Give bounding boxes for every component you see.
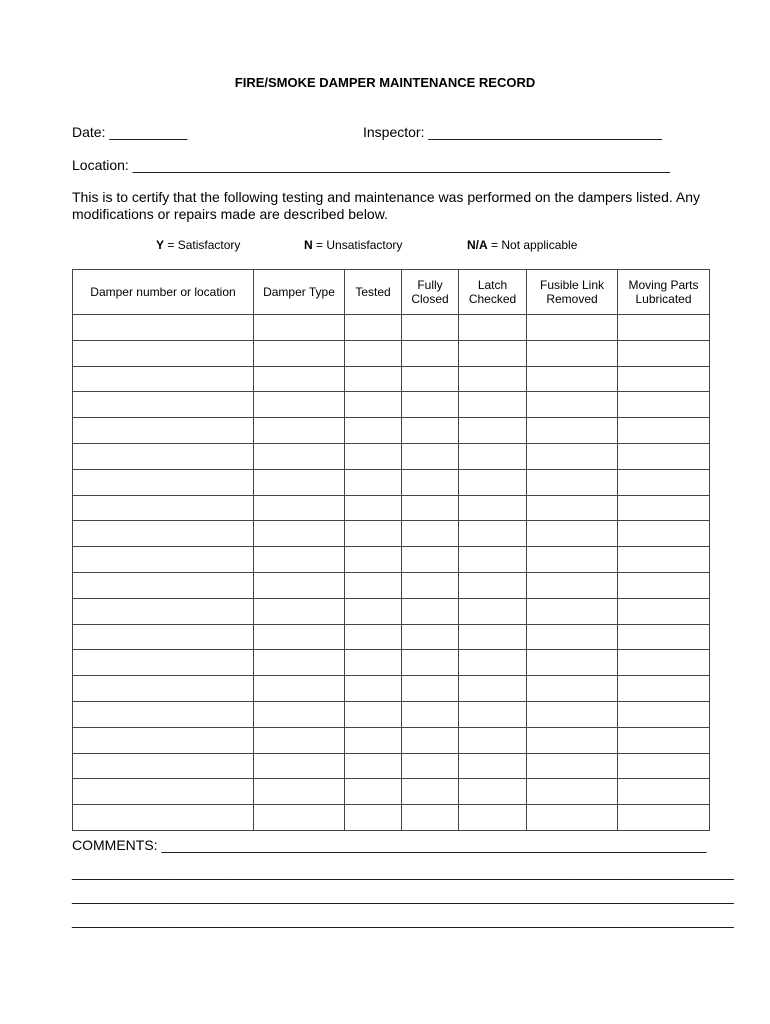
table-cell[interactable] bbox=[459, 572, 527, 598]
table-row bbox=[73, 727, 710, 753]
damper-record-table bbox=[72, 269, 710, 831]
table-cell[interactable] bbox=[618, 779, 710, 805]
comments-field[interactable]: COMMENTS: ______________________________________________________________________ bbox=[72, 837, 707, 853]
table-cell[interactable] bbox=[254, 469, 345, 495]
table-cell[interactable] bbox=[618, 315, 710, 341]
table-cell[interactable] bbox=[73, 366, 254, 392]
table-cell[interactable] bbox=[618, 443, 710, 469]
table-cell[interactable] bbox=[73, 676, 254, 702]
table-cell[interactable] bbox=[345, 443, 402, 469]
table-cell[interactable] bbox=[345, 701, 402, 727]
table-cell[interactable] bbox=[254, 727, 345, 753]
table-cell[interactable] bbox=[618, 521, 710, 547]
table-cell[interactable] bbox=[73, 340, 254, 366]
col-header-tested: Tested bbox=[345, 270, 402, 315]
table-cell[interactable] bbox=[402, 315, 459, 341]
table-cell[interactable] bbox=[73, 701, 254, 727]
table-cell[interactable] bbox=[402, 624, 459, 650]
table-cell[interactable] bbox=[459, 701, 527, 727]
table-cell[interactable] bbox=[345, 624, 402, 650]
table-cell[interactable] bbox=[345, 547, 402, 573]
table-cell[interactable] bbox=[254, 340, 345, 366]
legend-n-key: N bbox=[304, 238, 313, 252]
table-row bbox=[73, 753, 710, 779]
location-field[interactable]: Location: _____________________________________________________________________ bbox=[72, 157, 670, 173]
table-cell[interactable] bbox=[527, 805, 618, 831]
table-row bbox=[73, 701, 710, 727]
table-cell[interactable] bbox=[459, 495, 527, 521]
table-row bbox=[73, 676, 710, 702]
table-cell[interactable] bbox=[618, 418, 710, 444]
table-cell[interactable] bbox=[254, 392, 345, 418]
table-cell[interactable] bbox=[73, 469, 254, 495]
table-cell[interactable] bbox=[459, 624, 527, 650]
table-cell[interactable] bbox=[459, 650, 527, 676]
form-title: FIRE/SMOKE DAMPER MAINTENANCE RECORD bbox=[234, 75, 536, 90]
table-row bbox=[73, 340, 710, 366]
table-cell[interactable] bbox=[527, 418, 618, 444]
table-cell[interactable] bbox=[459, 779, 527, 805]
col-header-fully-closed: Fully Closed bbox=[402, 270, 459, 315]
table-cell[interactable] bbox=[527, 624, 618, 650]
table-cell[interactable] bbox=[527, 572, 618, 598]
col-header-moving-parts: Moving Parts Lubricated bbox=[618, 270, 710, 315]
table-cell[interactable] bbox=[345, 469, 402, 495]
table-cell[interactable] bbox=[618, 340, 710, 366]
table-row bbox=[73, 650, 710, 676]
table-row bbox=[73, 366, 710, 392]
table-cell[interactable] bbox=[254, 547, 345, 573]
table-cell[interactable] bbox=[254, 753, 345, 779]
col-header-damper-location: Damper number or location bbox=[73, 270, 254, 315]
table-cell[interactable] bbox=[73, 779, 254, 805]
table-cell[interactable] bbox=[402, 495, 459, 521]
date-field[interactable]: Date: __________ bbox=[72, 124, 188, 140]
table-row bbox=[73, 418, 710, 444]
table-cell[interactable] bbox=[402, 521, 459, 547]
table-cell[interactable] bbox=[527, 727, 618, 753]
table-cell[interactable] bbox=[402, 547, 459, 573]
table-cell[interactable] bbox=[527, 547, 618, 573]
table-cell[interactable] bbox=[459, 315, 527, 341]
table-cell[interactable] bbox=[345, 495, 402, 521]
inspector-field[interactable]: Inspector: ______________________________ bbox=[363, 124, 662, 140]
certify-statement: This is to certify that the following testing and maintenance was performed on the dampers listed. Any modifications or repairs made are described below. bbox=[72, 189, 700, 222]
table-row bbox=[73, 572, 710, 598]
table-cell[interactable] bbox=[345, 727, 402, 753]
table-cell[interactable] bbox=[402, 572, 459, 598]
table-cell[interactable] bbox=[345, 418, 402, 444]
table-row bbox=[73, 521, 710, 547]
table-cell[interactable] bbox=[459, 366, 527, 392]
table-cell[interactable] bbox=[73, 315, 254, 341]
table-cell[interactable] bbox=[459, 547, 527, 573]
table-cell[interactable] bbox=[618, 753, 710, 779]
table-cell[interactable] bbox=[345, 753, 402, 779]
table-cell[interactable] bbox=[618, 392, 710, 418]
table-cell[interactable] bbox=[527, 340, 618, 366]
table-cell[interactable] bbox=[345, 779, 402, 805]
table-cell[interactable] bbox=[402, 753, 459, 779]
legend-satisfactory bbox=[156, 238, 240, 252]
table-cell[interactable] bbox=[618, 805, 710, 831]
table-cell[interactable] bbox=[345, 392, 402, 418]
table-cell[interactable] bbox=[459, 676, 527, 702]
table-cell[interactable] bbox=[345, 366, 402, 392]
legend-unsatisfactory bbox=[304, 238, 402, 252]
table-row bbox=[73, 443, 710, 469]
legend-na-text: = Not applicable bbox=[487, 238, 578, 252]
table-cell[interactable] bbox=[618, 598, 710, 624]
table-cell[interactable] bbox=[345, 805, 402, 831]
table-cell[interactable] bbox=[254, 366, 345, 392]
table-cell[interactable] bbox=[73, 521, 254, 547]
table-cell[interactable] bbox=[527, 392, 618, 418]
table-cell[interactable] bbox=[402, 805, 459, 831]
table-row bbox=[73, 315, 710, 341]
table-cell[interactable] bbox=[527, 701, 618, 727]
table-cell[interactable] bbox=[459, 805, 527, 831]
table-cell[interactable] bbox=[254, 572, 345, 598]
legend-y-text: = Satisfactory bbox=[164, 238, 241, 252]
table-cell[interactable] bbox=[254, 650, 345, 676]
legend-n-text: = Unsatisfactory bbox=[312, 238, 403, 252]
table-cell[interactable] bbox=[254, 443, 345, 469]
table-cell[interactable] bbox=[254, 521, 345, 547]
table-cell[interactable] bbox=[618, 495, 710, 521]
table-cell[interactable] bbox=[527, 521, 618, 547]
table-cell[interactable] bbox=[73, 805, 254, 831]
table-cell[interactable] bbox=[459, 418, 527, 444]
table-cell[interactable] bbox=[254, 495, 345, 521]
table-cell[interactable] bbox=[527, 315, 618, 341]
table-cell[interactable] bbox=[73, 650, 254, 676]
table-row bbox=[73, 392, 710, 418]
table-cell[interactable] bbox=[254, 624, 345, 650]
table-cell[interactable] bbox=[459, 469, 527, 495]
table-cell[interactable] bbox=[527, 650, 618, 676]
table-row bbox=[73, 624, 710, 650]
table-cell[interactable] bbox=[73, 547, 254, 573]
comments-line-3[interactable]: _____________________________________________________________________________________ bbox=[72, 888, 734, 904]
table-cell[interactable] bbox=[527, 779, 618, 805]
table-row bbox=[73, 547, 710, 573]
table-cell[interactable] bbox=[345, 572, 402, 598]
table-cell[interactable] bbox=[618, 469, 710, 495]
table-cell[interactable] bbox=[618, 366, 710, 392]
legend-y-key: Y bbox=[156, 238, 165, 252]
table-cell[interactable] bbox=[73, 753, 254, 779]
table-cell[interactable] bbox=[618, 624, 710, 650]
table-cell[interactable] bbox=[618, 650, 710, 676]
table-row bbox=[73, 495, 710, 521]
col-header-fusible-link: Fusible Link Removed bbox=[527, 270, 618, 315]
table-cell[interactable] bbox=[73, 495, 254, 521]
table-cell[interactable] bbox=[73, 624, 254, 650]
table-cell[interactable] bbox=[459, 598, 527, 624]
table-cell[interactable] bbox=[618, 572, 710, 598]
table-row bbox=[73, 598, 710, 624]
table-cell[interactable] bbox=[402, 392, 459, 418]
table-cell[interactable] bbox=[254, 779, 345, 805]
legend-not-applicable bbox=[467, 238, 577, 252]
table-cell[interactable] bbox=[527, 443, 618, 469]
table-cell[interactable] bbox=[254, 418, 345, 444]
col-header-latch-checked: Latch Checked bbox=[459, 270, 527, 315]
col-header-damper-type: Damper Type bbox=[254, 270, 345, 315]
table-cell[interactable] bbox=[618, 547, 710, 573]
table-cell[interactable] bbox=[254, 701, 345, 727]
table-cell[interactable] bbox=[345, 340, 402, 366]
table-cell[interactable] bbox=[73, 418, 254, 444]
table-cell[interactable] bbox=[527, 495, 618, 521]
table-cell[interactable] bbox=[402, 366, 459, 392]
table-cell[interactable] bbox=[73, 572, 254, 598]
table-cell[interactable] bbox=[459, 753, 527, 779]
table-cell[interactable] bbox=[402, 418, 459, 444]
table-cell[interactable] bbox=[618, 727, 710, 753]
table-cell[interactable] bbox=[618, 701, 710, 727]
table-cell[interactable] bbox=[402, 676, 459, 702]
table-cell[interactable] bbox=[527, 469, 618, 495]
table-cell[interactable] bbox=[345, 598, 402, 624]
table-cell[interactable] bbox=[402, 598, 459, 624]
table-cell[interactable] bbox=[254, 315, 345, 341]
table-row bbox=[73, 469, 710, 495]
table-row bbox=[73, 805, 710, 831]
table-cell[interactable] bbox=[254, 598, 345, 624]
table-header-row bbox=[73, 270, 710, 315]
table-cell[interactable] bbox=[459, 392, 527, 418]
table-cell[interactable] bbox=[254, 676, 345, 702]
table-cell[interactable] bbox=[73, 443, 254, 469]
table-cell[interactable] bbox=[73, 598, 254, 624]
table-cell[interactable] bbox=[459, 521, 527, 547]
table-cell[interactable] bbox=[73, 727, 254, 753]
table-cell[interactable] bbox=[402, 727, 459, 753]
table-cell[interactable] bbox=[345, 676, 402, 702]
table-cell[interactable] bbox=[459, 340, 527, 366]
table-cell[interactable] bbox=[527, 366, 618, 392]
table-cell[interactable] bbox=[345, 521, 402, 547]
table-cell[interactable] bbox=[459, 443, 527, 469]
comments-line-4[interactable]: _____________________________________________________________________________________ bbox=[72, 912, 734, 928]
table-cell[interactable] bbox=[459, 727, 527, 753]
table-cell[interactable] bbox=[402, 650, 459, 676]
table-row bbox=[73, 779, 710, 805]
legend-na-key: N/A bbox=[467, 238, 488, 252]
table-cell[interactable] bbox=[527, 676, 618, 702]
table-cell[interactable] bbox=[402, 779, 459, 805]
table-cell[interactable] bbox=[254, 805, 345, 831]
table-cell[interactable] bbox=[618, 676, 710, 702]
table-cell[interactable] bbox=[73, 392, 254, 418]
table-cell[interactable] bbox=[402, 340, 459, 366]
table-cell[interactable] bbox=[402, 443, 459, 469]
table-cell[interactable] bbox=[345, 650, 402, 676]
table-cell[interactable] bbox=[345, 315, 402, 341]
table-cell[interactable] bbox=[527, 598, 618, 624]
comments-line-2[interactable]: _____________________________________________________________________________________ bbox=[72, 864, 734, 880]
table-cell[interactable] bbox=[402, 469, 459, 495]
table-cell[interactable] bbox=[402, 701, 459, 727]
table-cell[interactable] bbox=[527, 753, 618, 779]
